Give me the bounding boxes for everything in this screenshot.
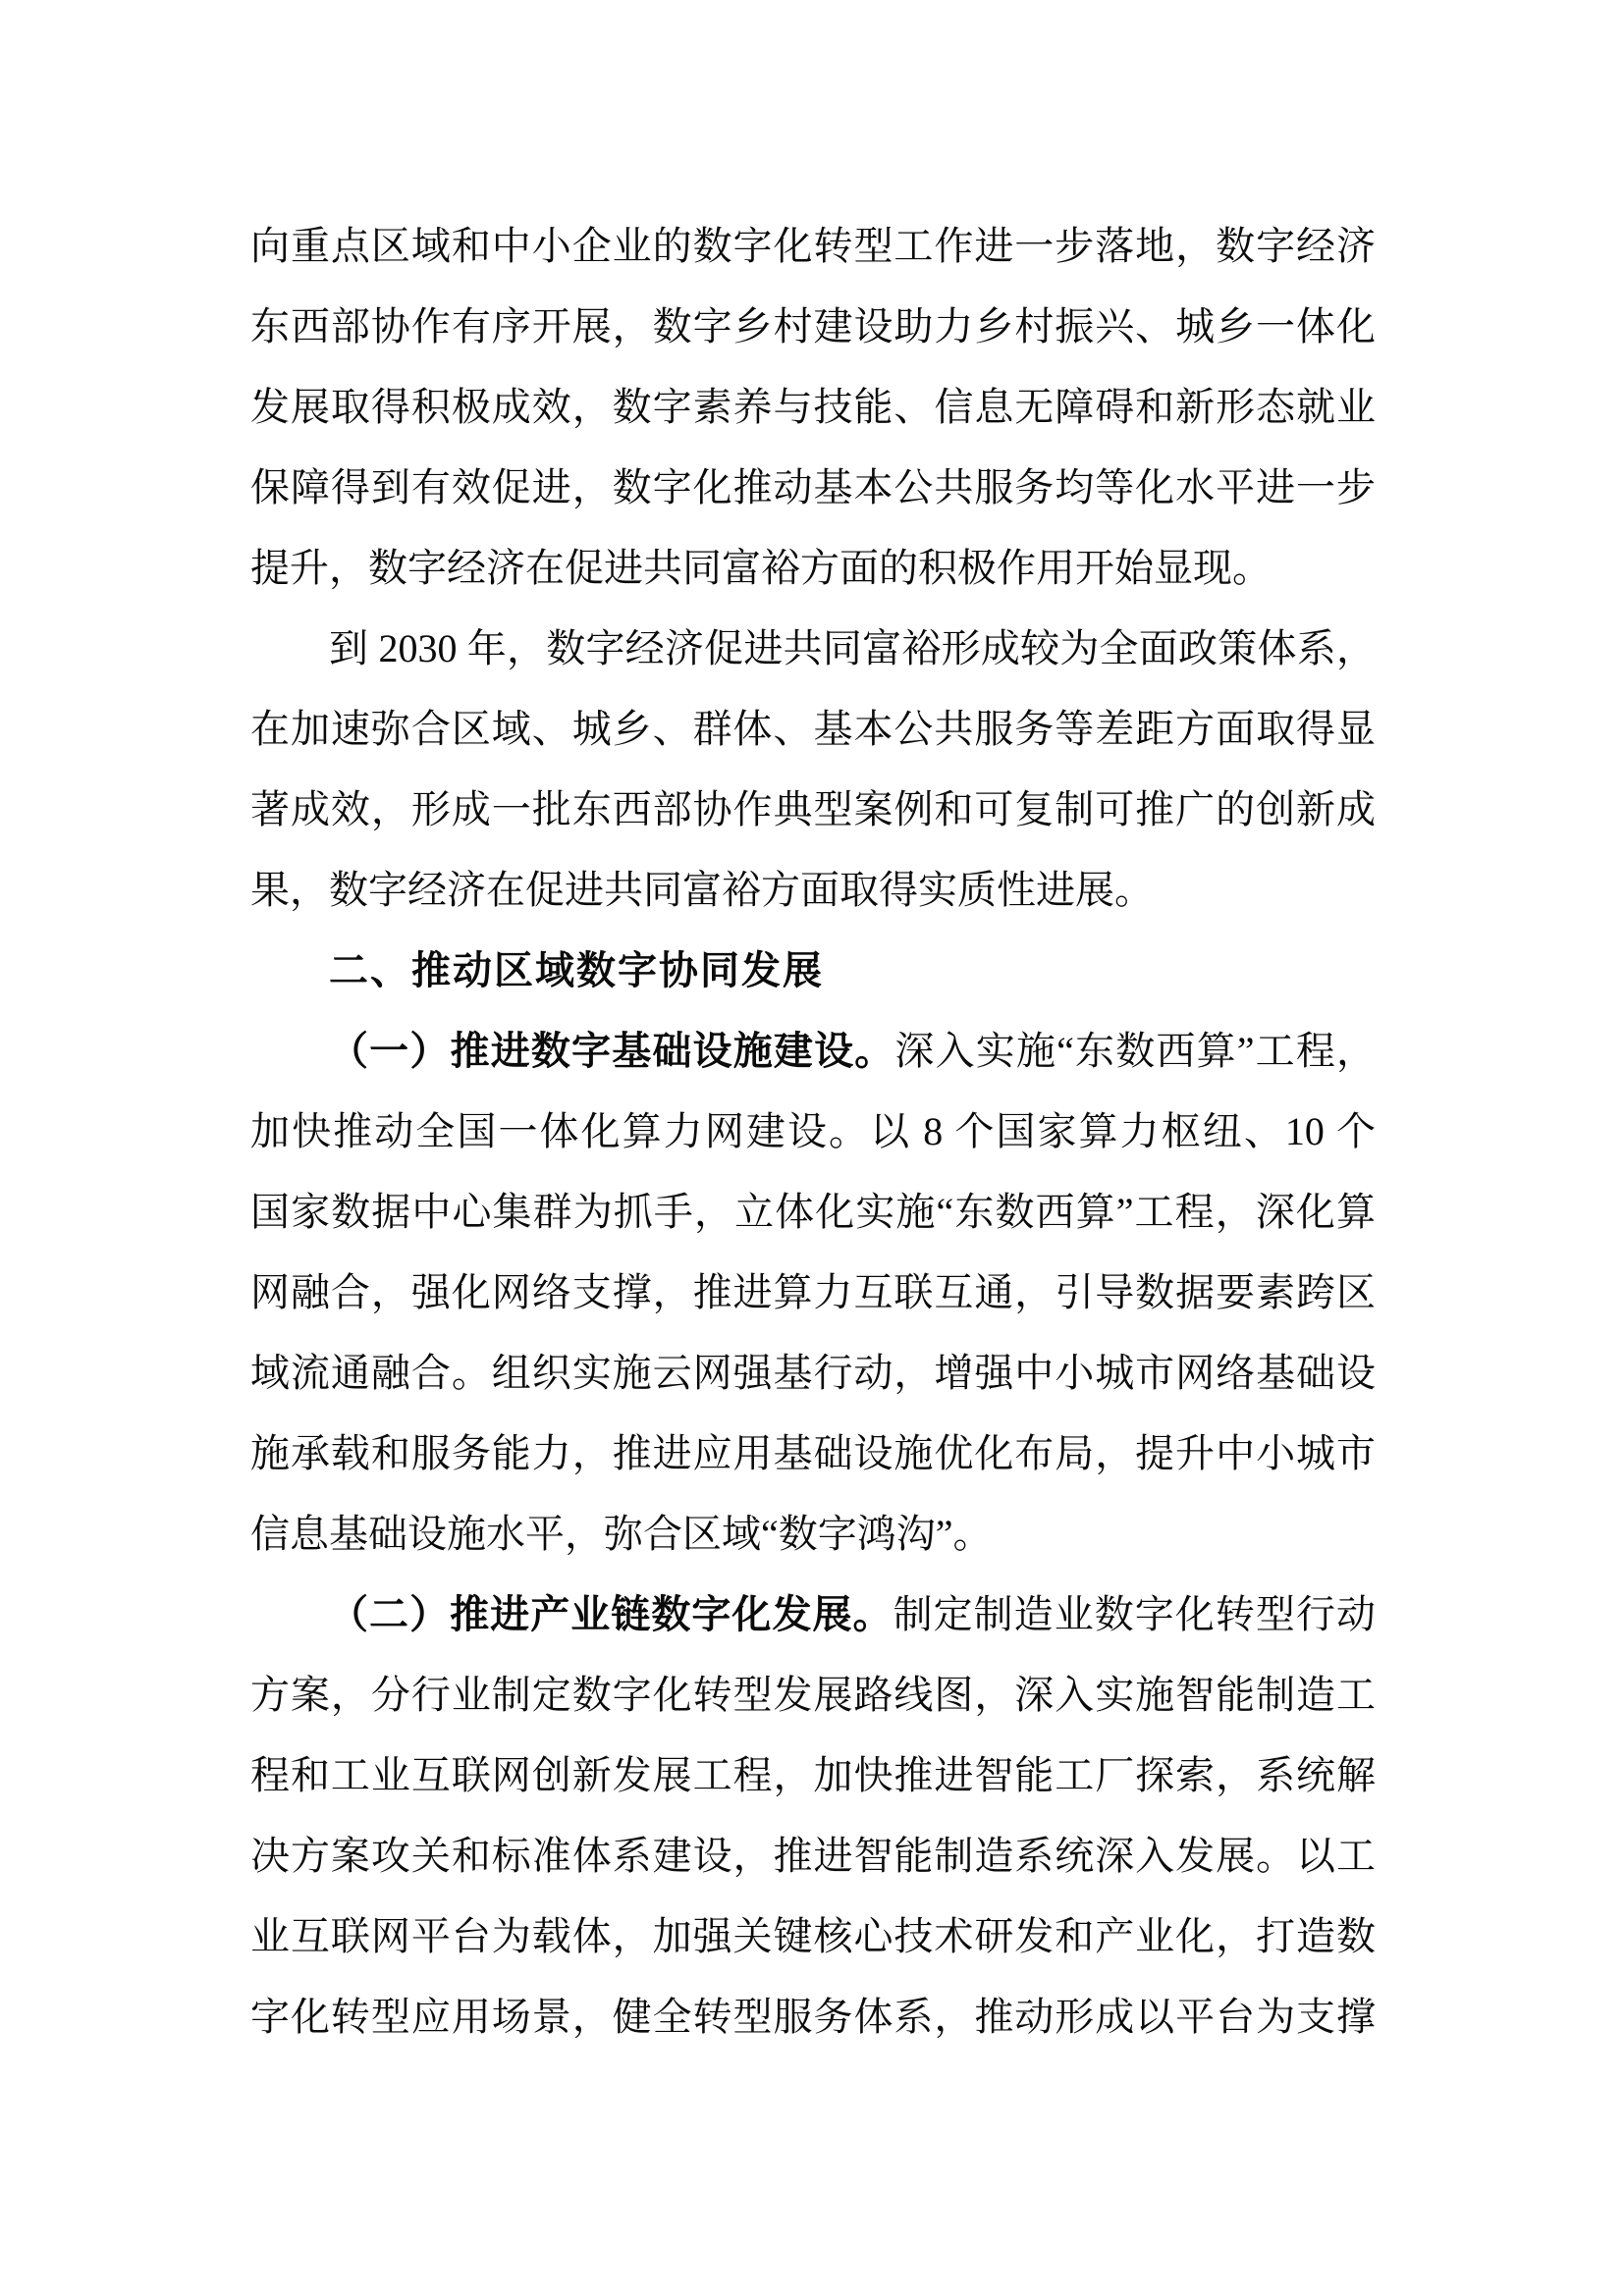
text-line: 发展取得积极成效，数字素养与技能、信息无障碍和新形态就业 bbox=[250, 385, 1376, 429]
paragraph-text: 深入实施“东数西算”工程， bbox=[894, 1029, 1376, 1073]
text-line: 决方案攻关和标准体系建设，推进智能制造系统深入发展。以工 bbox=[250, 1834, 1376, 1878]
paragraph-text: 制定制造业数字化转型行动 bbox=[893, 1592, 1377, 1636]
text-line: 国家数据中心集群为抓手，立体化实施“东数西算”工程，深化算 bbox=[250, 1190, 1376, 1234]
text-line: 字化转型应用场景，健全转型服务体系，推动形成以平台为支撑 bbox=[250, 1995, 1376, 2039]
text-line: 域流通融合。组织实施云网强基行动，增强中小城市网络基础设 bbox=[250, 1351, 1376, 1395]
paragraph-lead: （二）推进产业链数字化发展。 bbox=[329, 1592, 893, 1636]
section-heading: 二、推动区域数字协同发展 bbox=[329, 949, 824, 992]
text-line: 在加速弥合区域、城乡、群体、基本公共服务等差距方面取得显 bbox=[250, 707, 1376, 751]
text-line: 著成效，形成一批东西部协作典型案例和可复制可推广的创新成 bbox=[250, 787, 1376, 831]
text-line: 加快推动全国一体化算力网建设。以 8 个国家算力枢纽、10 个 bbox=[250, 1109, 1376, 1153]
text-line: 信息基础设施水平，弥合区域“数字鸿沟”。 bbox=[250, 1512, 993, 1556]
text-line: 向重点区域和中小企业的数字化转型工作进一步落地，数字经济 bbox=[250, 224, 1376, 268]
text-line: 保障得到有效促进，数字化推动基本公共服务均等化水平进一步 bbox=[250, 465, 1376, 509]
text-line: 业互联网平台为载体，加强关键核心技术研发和产业化，打造数 bbox=[250, 1914, 1376, 1958]
text-line: 方案，分行业制定数字化转型发展路线图，深入实施智能制造工 bbox=[250, 1673, 1376, 1717]
text-line: 程和工业互联网创新发展工程，加快推进智能工厂探索，系统解 bbox=[250, 1753, 1376, 1797]
text-block bbox=[250, 206, 1376, 2057]
text-line: 提升，数字经济在促进共同富裕方面的积极作用开始显现。 bbox=[250, 546, 1272, 590]
text-line: 施承载和服务能力，推进应用基础设施优化布局，提升中小城市 bbox=[250, 1431, 1376, 1475]
text-line: 东西部协作有序开展，数字乡村建设助力乡村振兴、城乡一体化 bbox=[250, 304, 1376, 348]
text-line: 到 2030 年，数字经济促进共同富裕形成较为全面政策体系， bbox=[329, 626, 1376, 670]
text-line bbox=[250, 1575, 1376, 1655]
text-line: 果，数字经济在促进共同富裕方面取得实质性进展。 bbox=[250, 868, 1154, 912]
text-line: 网融合，强化网络支撑，推进算力互联互通，引导数据要素跨区 bbox=[250, 1270, 1376, 1314]
text-line bbox=[250, 1011, 1376, 1092]
paragraph-lead: （一）推进数字基础设施建设。 bbox=[329, 1029, 895, 1073]
